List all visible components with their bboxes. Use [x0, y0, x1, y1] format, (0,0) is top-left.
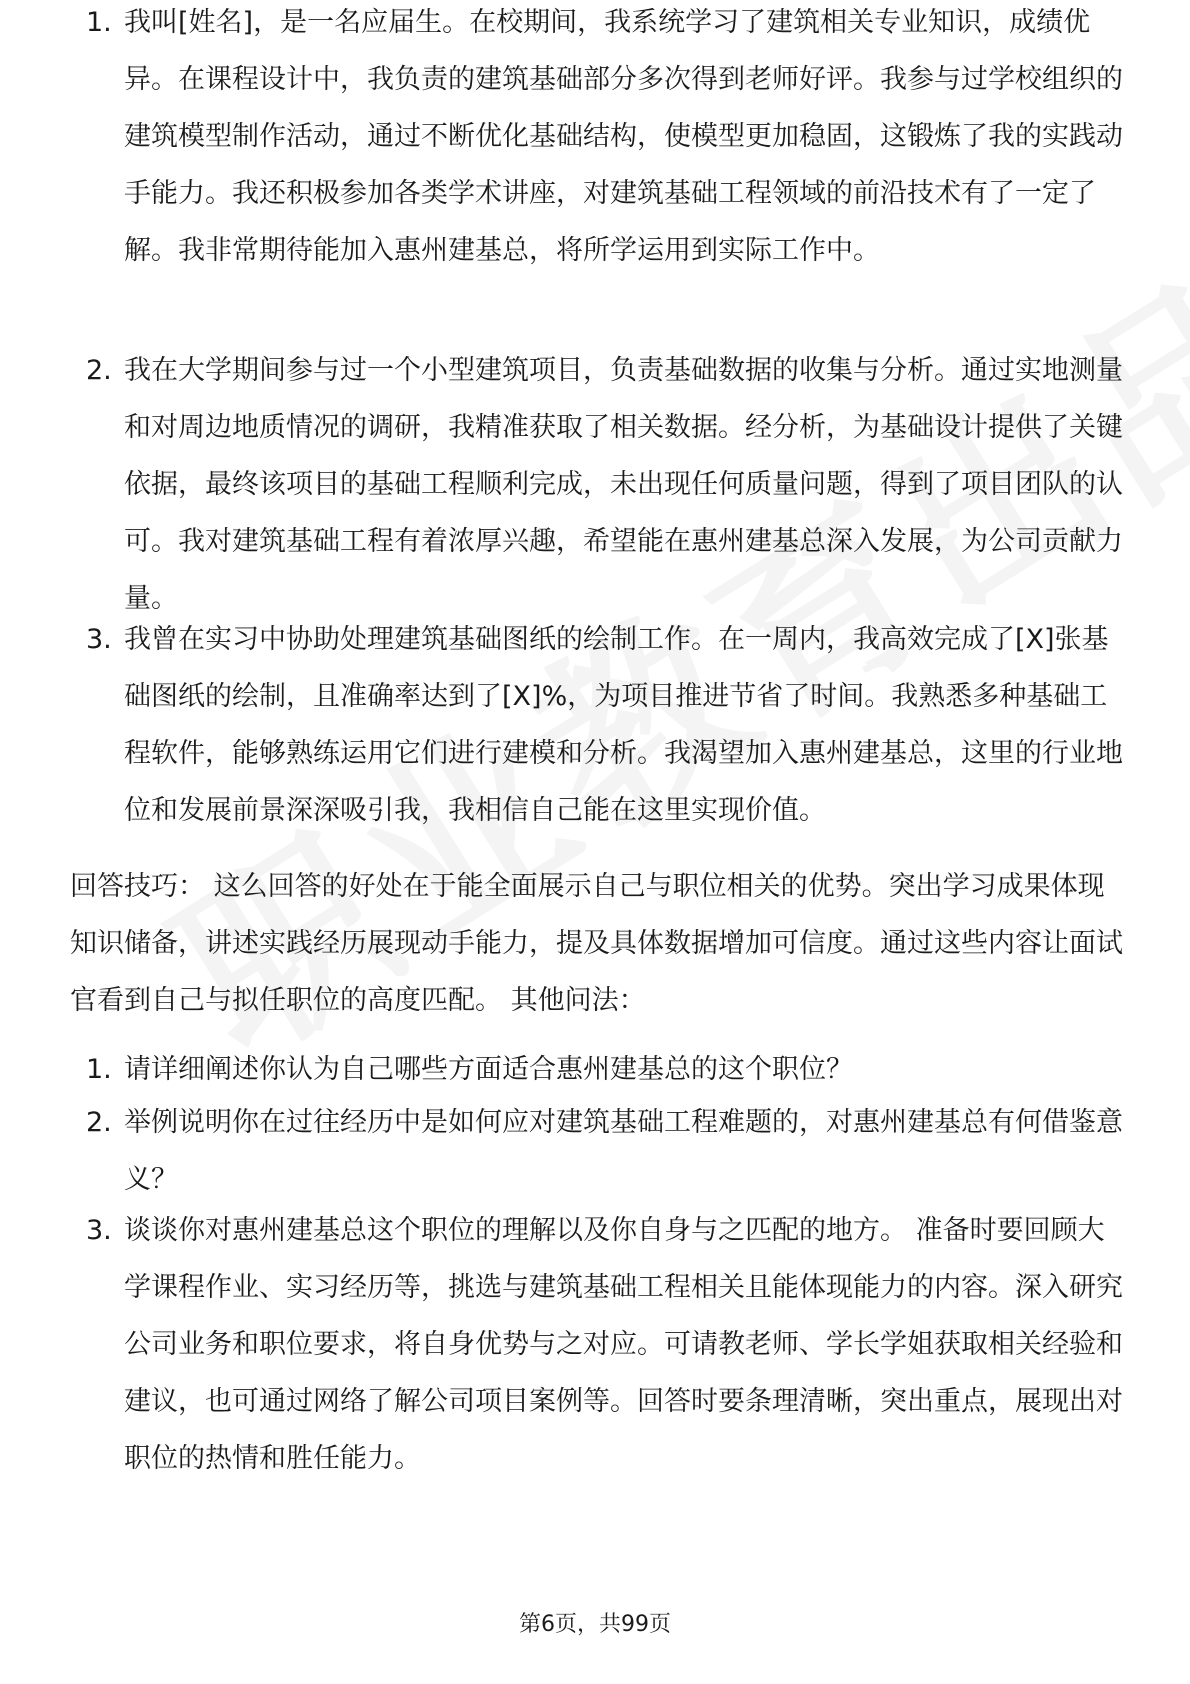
page-number: 第6页，共99页 — [519, 1612, 671, 1637]
list-item — [0, 342, 1190, 614]
answer-tips: 回答技巧： 这么回答的好处在于能全面展示自己与职位相关的优势。突出学习成果体现知识储备，讲述实践经历展现动手能力，提及具体数据增加可信度。通过这些内容让面试官看到自己与拟任职位的高度匹配。 其他问法： — [70, 871, 1123, 1016]
answer-list-3 — [0, 611, 1190, 841]
list-number: 1. — [86, 7, 112, 38]
list-number: 1. — [86, 1054, 112, 1085]
list-item-text: 我曾在实习中协助处理建筑基础图纸的绘制工作。在一周内，我高效完成了[X]张基础图纸的绘制，且准确率达到了[X]%，为项目推进节省了时间。我熟悉多种基础工程软件，能够熟练运用它们进行建模和分析。我渴望加入惠州建基总，这里的行业地位和发展前景深深吸引我，我相信自己能在这里实现价值。 — [124, 624, 1123, 826]
list-item-text: 谈谈你对惠州建基总这个职位的理解以及你自身与之匹配的地方。 准备时要回顾大学课程作业、实习经历等，挑选与建筑基础工程相关且能体现能力的内容。深入研究公司业务和职位要求，将自身优势与之对应。可请教老师、学长学姐获取相关经验和建议，也可通过网络了解公司项目案例等。回答时要条理清晰，突出重点，展现出对职位的热情和胜任能力。 — [124, 1215, 1123, 1474]
list-number: 2. — [86, 1107, 112, 1138]
list-number: 3. — [86, 624, 112, 655]
list-item — [0, 0, 1190, 344]
answer-list — [0, 0, 1190, 344]
list-item-text: 我叫[姓名]，是一名应届生。在校期间，我系统学习了建筑相关专业知识，成绩优异。在课程设计中，我负责的建筑基础部分多次得到老师好评。我参与过学校组织的建筑模型制作活动，通过不断优化基础结构，使模型更加稳固，这锻炼了我的实践动手能力。我还积极参加各类学术讲座，对建筑基础工程领域的前沿技术有了一定了解。我非常期待能加入惠州建基总，将所学运用到实际工作中。 — [124, 7, 1123, 266]
list-item — [0, 611, 1190, 841]
list-number: 2. — [86, 355, 112, 386]
answer-list-2 — [0, 342, 1190, 614]
list-number: 3. — [86, 1215, 112, 1246]
list-item-text: 举例说明你在过往经历中是如何应对建筑基础工程难题的，对惠州建基总有何借鉴意义？ — [124, 1107, 1123, 1195]
list-item-text: 请详细阐述你认为自己哪些方面适合惠州建基总的这个职位？ — [124, 1054, 853, 1085]
list-item-text: 我在大学期间参与过一个小型建筑项目，负责基础数据的收集与分析。通过实地测量和对周边地质情况的调研，我精准获取了相关数据。经分析，为基础设计提供了关键依据，最终该项目的基础工程顺利完成，未出现任何质量问题，得到了项目团队的认可。我对建筑基础工程有着浓厚兴趣，希望能在惠州建基总深入发展，为公司贡献力量。 — [124, 355, 1123, 614]
